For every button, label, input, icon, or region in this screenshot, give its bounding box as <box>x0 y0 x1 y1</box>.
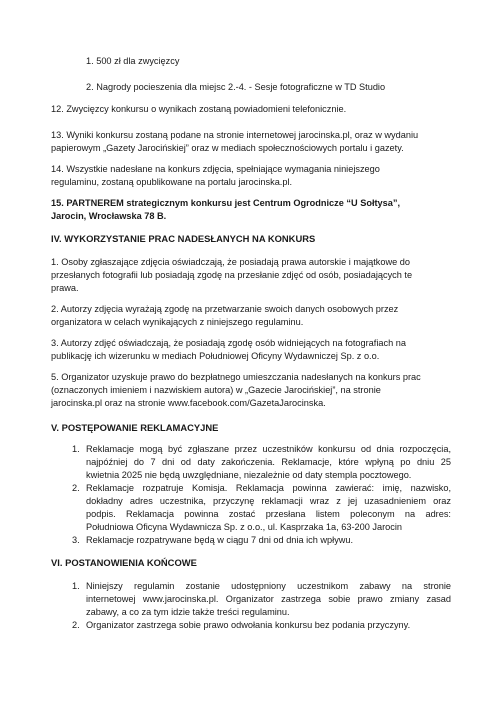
prize-1: 1. 500 zł dla zwycięzcy <box>86 56 180 66</box>
section-4-item-2-line-2: organizatora w celach wynikających z niniejszego regulaminu. <box>51 317 304 327</box>
point-15-line-1: 15. PARTNEREM strategicznym konkursu jest Centrum Ogrodnicze “U Sołtysa”, <box>51 198 401 208</box>
point-14-line-1: 14. Wszystkie nadesłane na konkurs zdjęcia, spełniające wymagania niniejszego <box>51 164 380 174</box>
section-5-item-3-line-1: Reklamacje rozpatrywane będą w ciągu 7 dni od dnia ich wpływu. <box>86 535 354 545</box>
section-5-item-2-line-3: podpis. Reklamacja powinna zostać przesłana listem poleconym na adres: <box>86 509 451 519</box>
point-13-line-1: 13. Wyniki konkursu zostaną podane na stronie internetowej jarocinska.pl, oraz w wydaniu <box>51 130 419 140</box>
section-6-item-1-line-3: zabawy, a co za tym idzie także treści regulaminu. <box>86 607 290 617</box>
section-4-item-5-line-2: (oznaczonych imieniem i nazwiskiem autora) w „Gazecie Jarocińskiej”, na stronie <box>51 385 381 395</box>
section-4-item-2-line-1: 2. Autorzy zdjęcia wyrażają zgodę na przetwarzanie swoich danych osobowych przez <box>51 304 399 314</box>
section-4-item-5-line-3: jarocinska.pl oraz na stronie www.facebook.com/GazetaJarocinska. <box>51 398 326 408</box>
section-5-item-1-line-1: Reklamacje mogą być zgłaszane przez uczestników konkursu od dnia rozpoczęcia, <box>86 444 451 454</box>
prize-2: 2. Nagrody pocieszenia dla miejsc 2.-4. - Sesje fotograficzne w TD Studio <box>86 82 386 92</box>
section-4-item-1-line-3: prawa. <box>51 283 79 293</box>
point-13-line-2: papierowym „Gazety Jarocińskiej” oraz w mediach społecznościowych portalu i gazety. <box>51 143 404 153</box>
section-5-item-1-line-3: kwietnia 2025 nie będą uwzględniane, niezależnie od daty stempla pocztowego. <box>86 470 412 480</box>
section-6-item-1-number: 1. <box>72 581 80 591</box>
section-6-item-1-line-1: Niniejszy regulamin zostanie udostępniony uczestnikom zabawy na stronie <box>86 581 451 591</box>
point-14-line-2: regulaminu, zostaną opublikowane na portalu jarocinska.pl. <box>51 177 293 187</box>
section-4-heading: IV. WYKORZYSTANIE PRAC NADESŁANYCH NA KONKURS <box>51 233 316 244</box>
section-5-item-1-line-2: najpóźniej do 7 dni od daty zakończenia. Reklamacje, które wpłyną po dniu 25 <box>86 457 451 467</box>
section-6-heading: VI. POSTANOWIENIA KOŃCOWE <box>51 557 197 568</box>
section-5-item-3-number: 3. <box>72 535 80 545</box>
section-5-item-2-line-2: dokładny adres uczestnika, przyczynę reklamacji wraz z jej uzasadnieniem oraz <box>86 496 451 506</box>
section-4-item-1-line-2: przesłanych fotografii lub posiadają zgodę na przesłanie zdjęć od osób, posiadających te <box>51 270 413 280</box>
point-12: 12. Zwycięzcy konkursu o wynikach zostaną powiadomieni telefonicznie. <box>51 104 347 114</box>
section-4-item-1-line-1: 1. Osoby zgłaszające zdjęcia oświadczają, że posiadają prawa autorskie i majątkowe do <box>51 257 411 267</box>
section-5-item-2-line-1: Reklamacje rozpatruje Komisja. Reklamacja powinna zawierać: imię, nazwisko, <box>86 483 451 493</box>
point-15-line-2: Jarocin, Wrocławska 78 B. <box>51 211 167 221</box>
section-5-item-2-line-4: Południowa Oficyna Wydawnicza Sp. z o.o., ul. Kasprzaka 1a, 63-200 Jarocin <box>86 522 403 532</box>
section-5-item-2-number: 2. <box>72 483 80 493</box>
section-6-item-2-line-1: Organizator zastrzega sobie prawo odwołania konkursu bez podania przyczyny. <box>86 620 411 630</box>
section-5-item-1-number: 1. <box>72 444 80 454</box>
section-6-item-2-number: 2. <box>72 620 80 630</box>
section-6-item-1-line-2: internetowej www.jarocinska.pl. Organizator zastrzega sobie prawo zmiany zasad <box>86 594 451 604</box>
section-4-item-3-line-2: publikację ich wizerunku w mediach Południowej Oficyny Wydawniczej Sp. z o.o. <box>51 351 380 361</box>
section-4-item-5-line-1: 5. Organizator uzyskuje prawo do bezpłatnego umieszczania nadesłanych na konkurs prac <box>51 372 421 382</box>
section-5-heading: V. POSTĘPOWANIE REKLAMACYJNE <box>51 422 219 433</box>
section-4-item-3-line-1: 3. Autorzy zdjęć oświadczają, że posiadają zgodę osób widniejących na fotografiach na <box>51 338 406 348</box>
